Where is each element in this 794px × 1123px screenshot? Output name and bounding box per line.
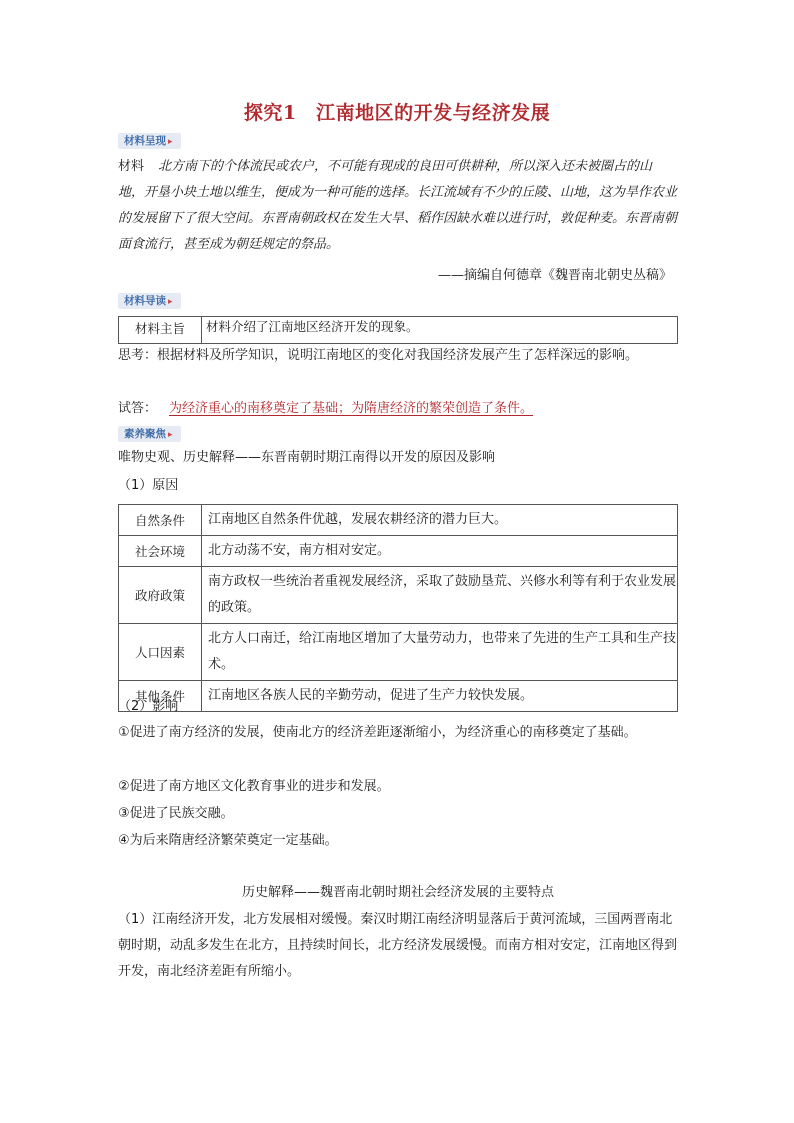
effect-item: ④为后来隋唐经济繁荣奠定一定基础。: [118, 833, 338, 848]
effect-item: ③促进了民族交融。: [118, 806, 234, 821]
reason-value: 北方动荡不安，南方相对安定。: [202, 536, 678, 567]
answer-row: [118, 397, 553, 416]
guide-box: [118, 316, 678, 344]
page-title: 探究1 江南地区的开发与经济发展: [243, 102, 551, 124]
table-row: [119, 624, 678, 681]
reason-key: 自然条件: [119, 505, 202, 536]
reason-key: 政府政策: [119, 567, 202, 624]
badge-material: 材料呈现 ▸: [118, 133, 181, 149]
effect-item: ②促进了南方地区文化教育事业的进步和发展。: [118, 779, 390, 794]
guide-key: 材料主旨: [119, 317, 202, 343]
section2-text: （1）江南经济开发，北方发展相对缓慢。秦汉时期江南经济明显落后于黄河流域，三国两晋南北朝时期，动乱多发生在北方，且持续时间长，北方经济发展缓慢。而南方相对安定，江南地区得到开发，南北经济差距有所缩小。: [118, 912, 678, 979]
question-text: 思考：根据材料及所学知识，说明江南地区的变化对我国经济发展产生了怎样深远的影响。: [118, 348, 639, 363]
table-row: [119, 505, 678, 536]
reasons-table: [118, 504, 678, 712]
answer-text: 为经济重心的南移奠定了基础；为隋唐经济的繁荣创造了条件。: [169, 401, 534, 416]
material-label: 材料: [118, 159, 145, 174]
reason-value: 江南地区各族人民的辛勤劳动，促进了生产力较快发展。: [202, 681, 678, 712]
material-source: ——摘编自何德章《魏晋南北朝史丛稿》: [437, 268, 672, 283]
material-paragraph: [118, 154, 678, 258]
reason-value: 江南地区自然条件优越，发展农耕经济的潜力巨大。: [202, 505, 678, 536]
badge-focus: 素养聚焦 ▸: [118, 426, 181, 442]
section2-heading: 历史解释——魏晋南北朝时期社会经济发展的主要特点: [241, 885, 554, 900]
material-text: 北方南下的个体流民或农户，不可能有现成的良田可供耕种，所以深入还未被圈占的山地，开垦小块土地以维生，便成为一种可能的选择。长江流域有不少的丘陵、山地，这为旱作农业的发展留下了很大空间。东晋南朝政权在发生大旱、稻作因缺水难以进行时，敦促种麦。东晋南朝面食流行，甚至成为朝廷规定的祭品。: [118, 159, 678, 252]
effect-item: ①促进了南方经济的发展，使南北方的经济差距逐渐缩小，为经济重心的南移奠定了基础。: [118, 725, 637, 740]
reason-key: 其他条件: [119, 681, 202, 712]
answer-label: 试答：: [118, 401, 158, 416]
reason-key: 社会环境: [119, 536, 202, 567]
guide-value: 材料介绍了江南地区经济开发的现象。: [206, 319, 419, 334]
effects-heading: （2）影响: [118, 699, 179, 714]
reason-key: 人口因素: [119, 624, 202, 681]
table-row: [119, 567, 678, 624]
table-row: [119, 536, 678, 567]
reason-value: 南方政权一些统治者重视发展经济，采取了鼓励垦荒、兴修水利等有利于农业发展的政策。: [202, 567, 678, 624]
badge-guide: 材料导读 ▸: [118, 293, 181, 309]
reasons-heading: （1）原因: [118, 478, 179, 493]
focus-heading: 唯物史观、历史解释——东晋南朝时期江南得以开发的原因及影响: [118, 450, 496, 465]
reason-value: 北方人口南迁，给江南地区增加了大量劳动力，也带来了先进的生产工具和生产技术。: [202, 624, 678, 681]
